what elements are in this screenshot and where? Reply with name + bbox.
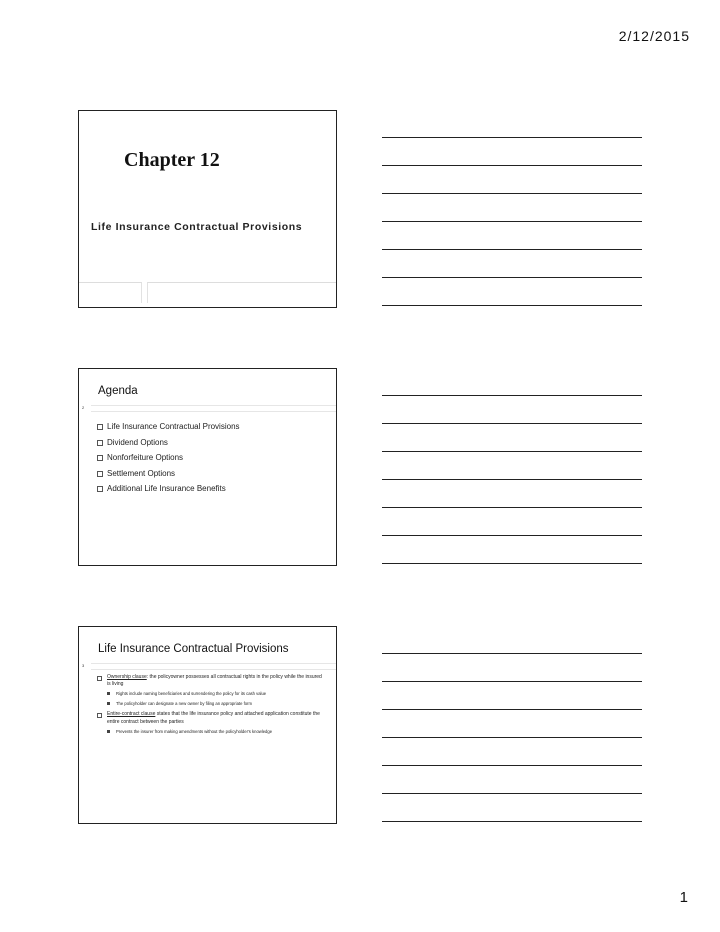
item-text: states that the life insurance policy and attached application constitute the entire contract between the parties bbox=[107, 711, 320, 725]
page-date: 2/12/2015 bbox=[618, 28, 690, 44]
note-line bbox=[382, 765, 642, 766]
note-line bbox=[382, 137, 642, 138]
slide-number: 3 bbox=[82, 663, 85, 668]
note-line bbox=[382, 653, 642, 654]
note-line bbox=[382, 305, 642, 306]
slide-title: Chapter 12 bbox=[124, 149, 220, 171]
note-line bbox=[382, 479, 642, 480]
note-line bbox=[382, 563, 642, 564]
list-item: Additional Life Insurance Benefits bbox=[97, 481, 326, 497]
note-line bbox=[382, 249, 642, 250]
list-item: Nonforfeiture Options bbox=[97, 450, 326, 466]
slide-thumbnail-2 bbox=[78, 368, 337, 566]
slide-number: 2 bbox=[82, 405, 85, 410]
slide-footer-box bbox=[147, 282, 336, 303]
note-line bbox=[382, 507, 642, 508]
note-line bbox=[382, 277, 642, 278]
page-number: 1 bbox=[679, 889, 688, 906]
slide-title: Life Insurance Contractual Provisions bbox=[98, 643, 289, 655]
bullet-list bbox=[97, 419, 326, 497]
note-line bbox=[382, 709, 642, 710]
note-line bbox=[382, 821, 642, 822]
slide-thumbnail-3 bbox=[78, 626, 337, 824]
sub-list-item: The policyholder can designate a new owner by filing an appropriate form bbox=[107, 701, 326, 707]
sub-list-item: Rights include naming beneficiaries and surrendering the policy for its cash value bbox=[107, 691, 326, 697]
list-item: Dividend Options bbox=[97, 435, 326, 451]
slide-thumbnail-1 bbox=[78, 110, 337, 308]
note-line bbox=[382, 193, 642, 194]
note-line bbox=[382, 793, 642, 794]
list-item: Settlement Options bbox=[97, 466, 326, 482]
note-line bbox=[382, 221, 642, 222]
slide-title: Agenda bbox=[98, 385, 138, 397]
sub-list-item: Prevents the insurer from making amendments without the policyholder's knowledge bbox=[107, 729, 326, 735]
list-item bbox=[97, 711, 326, 725]
title-divider bbox=[91, 663, 336, 670]
slide-footer-box bbox=[79, 282, 142, 303]
note-line bbox=[382, 535, 642, 536]
note-line bbox=[382, 395, 642, 396]
note-line bbox=[382, 681, 642, 682]
slide-subtitle: Life Insurance Contractual Provisions bbox=[91, 221, 303, 233]
list-item: Life Insurance Contractual Provisions bbox=[97, 419, 326, 435]
title-divider bbox=[91, 405, 336, 412]
note-line bbox=[382, 451, 642, 452]
note-line bbox=[382, 423, 642, 424]
item-text: : the policyowner possesses all contractual rights in the policy while the insured is living bbox=[107, 674, 322, 688]
term-ownership-clause: Ownership clause bbox=[107, 674, 147, 680]
bullet-list bbox=[97, 674, 326, 739]
list-item bbox=[97, 674, 326, 688]
note-line bbox=[382, 737, 642, 738]
note-line bbox=[382, 165, 642, 166]
term-entire-contract-clause: Entire-contract clause bbox=[107, 711, 156, 718]
